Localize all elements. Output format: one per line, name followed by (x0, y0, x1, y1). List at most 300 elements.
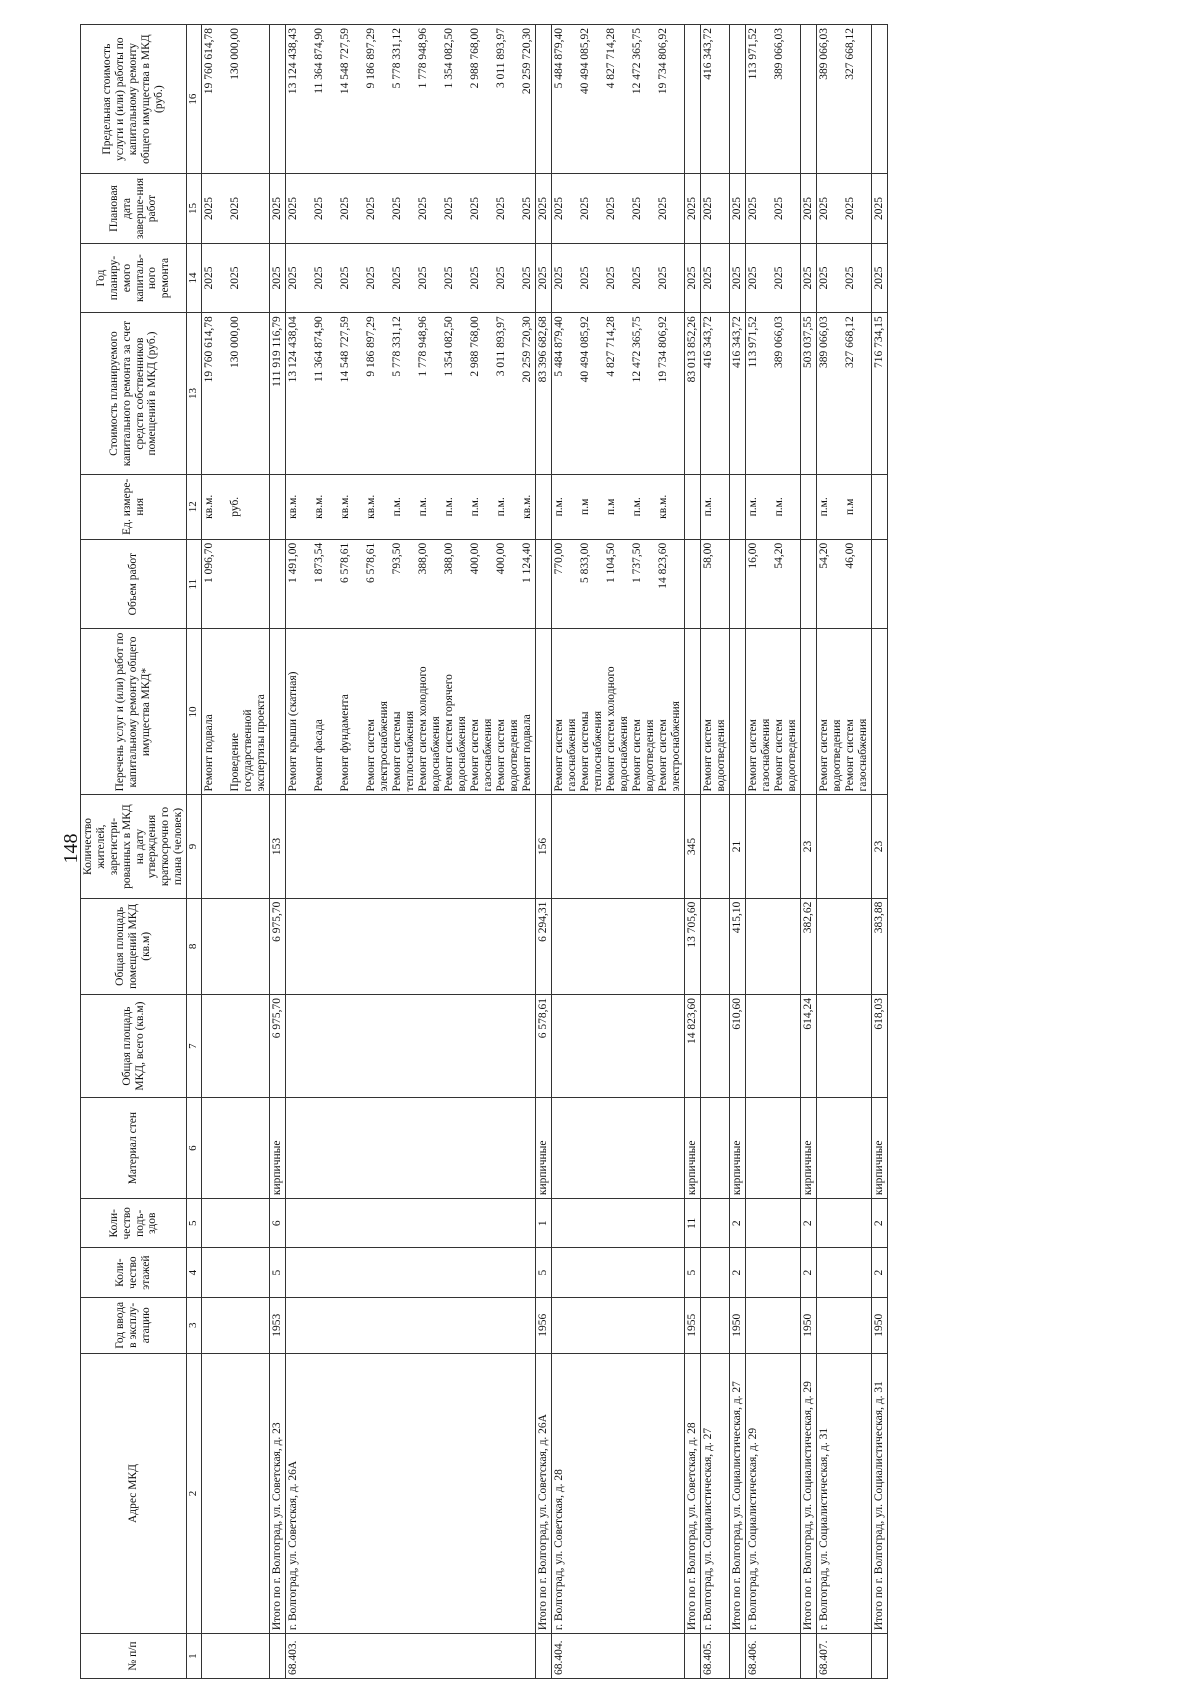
cell-num (270, 1634, 286, 1679)
cell-line: 113 971,52 (747, 28, 759, 80)
cell-line (715, 478, 728, 536)
cell-line (482, 543, 495, 626)
table-row (746, 25, 801, 1679)
cell-line (760, 177, 773, 240)
cell-unit (270, 474, 286, 539)
cell-line (760, 247, 773, 310)
cell-line: Ремонт систем холодного (605, 666, 617, 792)
cell-entrances (701, 1199, 730, 1248)
cell-line (857, 247, 870, 310)
cell-line: газоснабжения (857, 718, 869, 792)
cell-year-plan (552, 243, 685, 313)
cell-line (831, 478, 844, 536)
cell-line: п.м. (773, 497, 785, 517)
cell-cost (286, 313, 536, 474)
cell-material: кирпичные (536, 1098, 552, 1199)
cell-line: 327 668,12 (844, 316, 856, 369)
cell-works (286, 629, 536, 795)
cell-entrances: 11 (685, 1199, 701, 1248)
cell-line (430, 247, 443, 310)
cell-material (817, 1098, 872, 1199)
cell-material: кирпичные (872, 1098, 888, 1199)
cell-line: 2025 (818, 266, 830, 290)
cell-line: 2025 (537, 197, 549, 221)
cell-unit (801, 474, 817, 539)
cell-num: 68.403. (286, 1634, 536, 1679)
cell-line (482, 28, 495, 170)
column-number: 8 (187, 898, 202, 994)
column-number-row (187, 25, 202, 1679)
cell-limit (730, 25, 746, 174)
cell-limit (202, 25, 270, 174)
cell-area-total (746, 995, 801, 1098)
column-header: Общая площадь помещений МКД (кв.м) (81, 898, 187, 994)
cell-year (701, 1297, 730, 1353)
total-row (270, 25, 286, 1679)
cell-line: 20 259 720,30 (521, 28, 533, 95)
table-row (701, 25, 730, 1679)
column-number: 9 (187, 795, 202, 898)
cell-line (216, 28, 229, 170)
cell-material (701, 1098, 730, 1199)
cell-line: 19 734 806,92 (657, 28, 669, 95)
cell-entrances (202, 1199, 270, 1248)
cell-line (352, 633, 365, 792)
cell-floors (701, 1248, 730, 1297)
cell-line: Ремонт системы (391, 711, 403, 792)
cell-material: кирпичные (270, 1098, 286, 1199)
cell-line: 2025 (271, 197, 283, 221)
cell-line (566, 177, 579, 240)
cell-volume (536, 539, 552, 629)
cell-line: Ремонт систем (747, 719, 759, 792)
cell-line (715, 28, 728, 170)
cell-unit (685, 474, 701, 539)
cell-line (242, 316, 255, 470)
cell-line (456, 478, 469, 536)
cell-entrances (552, 1199, 685, 1248)
cell-line (644, 478, 657, 536)
cell-line (566, 28, 579, 170)
cell-area-rooms: 383,88 (872, 898, 888, 994)
cell-finish (270, 174, 286, 244)
cell-line: Ремонт подвала (203, 714, 215, 792)
cell-line: Проведение (229, 732, 241, 792)
cell-line (831, 247, 844, 310)
cell-line: 19 760 614,78 (203, 28, 215, 95)
cell-line: 2025 (313, 266, 325, 290)
cell-line (566, 247, 579, 310)
cell-floors: 5 (270, 1248, 286, 1297)
cell-area-rooms (552, 898, 685, 994)
cell-address: Итого по г. Волгоград, ул. Социалистическая, д. 31 (872, 1353, 888, 1633)
column-number: 7 (187, 995, 202, 1098)
cell-line: 1 873,54 (313, 542, 325, 584)
cell-entrances: 2 (801, 1199, 817, 1248)
cell-line (508, 316, 521, 470)
cell-line (430, 28, 443, 170)
cell-line (592, 316, 605, 470)
cell-line: 6 578,61 (365, 542, 377, 584)
cell-year-plan (685, 243, 701, 313)
column-number: 2 (187, 1353, 202, 1633)
cell-line (831, 28, 844, 170)
cell-line (242, 543, 255, 626)
cell-area-total (701, 995, 730, 1098)
cell-line: п.м. (818, 497, 830, 517)
cell-line: 13 124 438,04 (287, 316, 299, 383)
cell-address: Итого по г. Волгоград, ул. Социалистическая, д. 27 (730, 1353, 746, 1633)
cell-cost (270, 313, 286, 474)
cell-residents (817, 795, 872, 898)
column-header: Стоимость планируемого капитального ремонта за счет средств собственников помещений в МКД (руб.) (81, 313, 187, 474)
cell-year-plan (202, 243, 270, 313)
cell-line: 40 494 085,92 (579, 316, 591, 383)
cell-line: 400,00 (469, 542, 481, 575)
cell-line (229, 543, 242, 626)
cell-line (404, 28, 417, 170)
cell-line: кв.м. (313, 494, 325, 519)
cell-line: 3 011 893,97 (495, 316, 507, 377)
cell-year-plan (270, 243, 286, 313)
cell-line: 2025 (203, 266, 215, 290)
cell-floors: 2 (730, 1248, 746, 1297)
cell-line: 2025 (229, 266, 241, 290)
cell-line: п.м. (417, 497, 429, 517)
column-number: 10 (187, 629, 202, 795)
cell-area-rooms (746, 898, 801, 994)
cell-line: 2025 (631, 197, 643, 221)
cell-year: 1950 (730, 1297, 746, 1353)
column-number: 12 (187, 474, 202, 539)
cell-line: 2025 (844, 197, 856, 221)
cell-floors: 5 (536, 1248, 552, 1297)
cell-material (746, 1098, 801, 1199)
cell-year (202, 1297, 270, 1353)
cell-line (378, 478, 391, 536)
cell-line: Ремонт фундамента (339, 694, 351, 792)
cell-line: электроснабжения (670, 701, 682, 792)
cell-finish (202, 174, 270, 244)
cell-line (255, 247, 268, 310)
cell-material (286, 1098, 536, 1199)
cell-area-rooms (202, 898, 270, 994)
cell-year-plan (536, 243, 552, 313)
cell-line: 5 833,00 (579, 542, 591, 584)
table-row (202, 25, 270, 1679)
cell-residents (202, 795, 270, 898)
column-number: 15 (187, 174, 202, 244)
cell-finish (536, 174, 552, 244)
column-number: 1 (187, 1634, 202, 1679)
cell-line (326, 633, 339, 792)
cell-residents: 153 (270, 795, 286, 898)
cell-line (456, 28, 469, 170)
cell-line: 2025 (657, 197, 669, 221)
cell-limit (872, 25, 888, 174)
cell-line: 793,50 (391, 542, 403, 575)
cell-line (482, 316, 495, 470)
cell-volume (202, 539, 270, 629)
cell-line (326, 543, 339, 626)
cell-line (670, 177, 683, 240)
cell-line: теплоснабжения (404, 710, 416, 792)
column-header: Адрес МКД (81, 1353, 187, 1633)
cell-line: 2025 (802, 266, 814, 290)
cell-line: 416 343,72 (702, 316, 714, 369)
cell-line (326, 177, 339, 240)
cell-line: 416 343,72 (702, 28, 714, 80)
cell-unit (536, 474, 552, 539)
cell-line (508, 247, 521, 310)
cell-line: газоснабжения (482, 718, 494, 792)
cell-line (216, 177, 229, 240)
cell-limit (817, 25, 872, 174)
cell-line (482, 247, 495, 310)
cell-line (786, 316, 799, 470)
cell-line: 2025 (537, 266, 549, 290)
cell-material: кирпичные (685, 1098, 701, 1199)
cell-address: г. Волгоград, ул. Социалистическая, д. 27 (701, 1353, 730, 1633)
cell-line: 400,00 (495, 542, 507, 575)
cell-line: водоотведения (644, 719, 656, 792)
cell-line: водоотведения (508, 719, 520, 792)
cell-line (456, 316, 469, 470)
cell-line: 2025 (495, 197, 507, 221)
cell-line (456, 247, 469, 310)
cell-line: Ремонт подвала (521, 714, 533, 792)
cell-line: 2025 (873, 266, 885, 290)
cell-num (872, 1634, 888, 1679)
cell-line: 5 778 331,12 (391, 28, 403, 89)
cell-line: руб. (229, 496, 241, 517)
cell-year (286, 1297, 536, 1353)
cell-line (216, 316, 229, 470)
cell-line: 111 919 116,79 (271, 316, 283, 387)
cell-line: кв.м. (657, 494, 669, 519)
cell-finish (730, 174, 746, 244)
cell-works (701, 629, 730, 795)
cell-line (404, 316, 417, 470)
cell-line: 130 000,00 (229, 316, 241, 369)
cell-line: 2025 (521, 197, 533, 221)
cell-area-total: 6 975,70 (270, 995, 286, 1098)
cell-line: Ремонт систем (631, 719, 643, 792)
cell-line (644, 543, 657, 626)
cell-line (592, 543, 605, 626)
cell-line: 2025 (339, 197, 351, 221)
cell-floors (286, 1248, 536, 1297)
cell-address: Итого по г. Волгоград, ул. Социалистическая, д. 29 (801, 1353, 817, 1633)
cell-entrances: 6 (270, 1199, 286, 1248)
cell-line: Ремонт систем (495, 719, 507, 792)
cell-line (644, 247, 657, 310)
cell-floors: 2 (872, 1248, 888, 1297)
cell-line (566, 316, 579, 470)
cell-line: 388,00 (417, 542, 429, 575)
cell-area-total: 14 823,60 (685, 995, 701, 1098)
cell-address: Итого по г. Волгоград, ул. Советская, д. 26А (536, 1353, 552, 1633)
cell-floors (817, 1248, 872, 1297)
cell-line (670, 478, 683, 536)
cell-line (831, 177, 844, 240)
cell-limit (286, 25, 536, 174)
cell-finish (746, 174, 801, 244)
cell-line: 503 037,55 (802, 316, 814, 369)
cell-year: 1950 (801, 1297, 817, 1353)
cell-finish (685, 174, 701, 244)
cell-line: 1 737,50 (631, 542, 643, 584)
cell-line (592, 177, 605, 240)
cell-line: 2025 (631, 266, 643, 290)
cell-line: 5 484 879,40 (553, 28, 565, 89)
cell-line (326, 28, 339, 170)
cell-entrances: 1 (536, 1199, 552, 1248)
cell-year-plan (746, 243, 801, 313)
cell-line (831, 316, 844, 470)
column-header: Объем работ (81, 539, 187, 629)
cell-line: 2025 (417, 266, 429, 290)
cell-line (378, 177, 391, 240)
cell-volume (701, 539, 730, 629)
cell-line (786, 247, 799, 310)
cell-area-total (552, 995, 685, 1098)
cell-line: 2025 (521, 266, 533, 290)
cell-line: 19 760 614,78 (203, 316, 215, 383)
cell-line: кв.м. (203, 494, 215, 519)
cell-line: 389 066,03 (773, 316, 785, 369)
total-row (872, 25, 888, 1679)
table-row (817, 25, 872, 1679)
cell-line: 2025 (686, 266, 698, 290)
cell-line: 16,00 (747, 542, 759, 569)
cell-line (508, 28, 521, 170)
cell-address (202, 1353, 270, 1633)
cell-line (404, 543, 417, 626)
cell-line: водоотведения (715, 719, 727, 792)
cell-line: Ремонт систем горячего (443, 674, 455, 792)
cell-limit (746, 25, 801, 174)
cell-line: 388,00 (443, 542, 455, 575)
cell-finish (801, 174, 817, 244)
cell-line (216, 543, 229, 626)
cell-line (786, 543, 799, 626)
cell-line: 770,00 (553, 542, 565, 575)
cell-line (760, 543, 773, 626)
cell-cost (701, 313, 730, 474)
cell-line (352, 478, 365, 536)
cell-line: 12 472 365,75 (631, 316, 643, 383)
cell-line (857, 177, 870, 240)
column-header: Коли-чество этажей (81, 1248, 187, 1297)
column-header: № п/п (81, 1634, 187, 1679)
total-row (801, 25, 817, 1679)
cell-residents (701, 795, 730, 898)
cell-line: кв.м. (339, 494, 351, 519)
cell-line (242, 247, 255, 310)
cell-residents (286, 795, 536, 898)
cell-line: Ремонт систем (469, 719, 481, 792)
cell-cost (872, 313, 888, 474)
cell-entrances (286, 1199, 536, 1248)
cell-line (352, 28, 365, 170)
cell-floors: 5 (685, 1248, 701, 1297)
column-number: 16 (187, 25, 202, 174)
cell-line: 12 472 365,75 (631, 28, 643, 95)
cell-area-rooms: 6 294,31 (536, 898, 552, 994)
cell-area-total: 614,24 (801, 995, 817, 1098)
cell-line: п.м (844, 498, 856, 515)
cell-residents (746, 795, 801, 898)
cell-line (326, 316, 339, 470)
cell-line (352, 247, 365, 310)
cell-material (552, 1098, 685, 1199)
cell-line: п.м. (469, 497, 481, 517)
cell-cost (746, 313, 801, 474)
cell-line: 2 988 768,00 (469, 28, 481, 89)
cell-limit (270, 25, 286, 174)
column-header: Коли-чество подъ-здов (81, 1199, 187, 1248)
cell-line: 2025 (553, 197, 565, 221)
repair-plan-table (80, 24, 888, 1679)
cell-line: 2025 (469, 197, 481, 221)
cell-line (242, 177, 255, 240)
cell-line (592, 247, 605, 310)
cell-volume (552, 539, 685, 629)
cell-line: 54,20 (818, 542, 830, 569)
cell-line (618, 478, 631, 536)
cell-limit (801, 25, 817, 174)
cell-line: 716 734,15 (873, 316, 885, 369)
cell-line: 1 104,50 (605, 542, 617, 584)
cell-line: кв.м. (521, 494, 533, 519)
cell-line (566, 543, 579, 626)
cell-line: 130 000,00 (229, 28, 241, 80)
cell-line: кв.м. (287, 494, 299, 519)
cell-line: 2025 (605, 197, 617, 221)
cell-volume (817, 539, 872, 629)
cell-line: 1 491,00 (287, 542, 299, 584)
cell-unit (817, 474, 872, 539)
cell-cost (730, 313, 746, 474)
cell-line (644, 177, 657, 240)
cell-line (831, 543, 844, 626)
cell-unit (730, 474, 746, 539)
cell-line: 2025 (553, 266, 565, 290)
cell-line: Ремонт систем (365, 719, 377, 792)
cell-line: 2025 (702, 266, 714, 290)
cell-num (202, 1634, 270, 1679)
cell-line: водоотведения (831, 719, 843, 792)
cell-line (786, 28, 799, 170)
cell-line (300, 28, 313, 170)
cell-line: 2025 (443, 197, 455, 221)
cell-line: п.м. (702, 497, 714, 517)
cell-line: 2025 (365, 266, 377, 290)
total-row (730, 25, 746, 1679)
column-number: 13 (187, 313, 202, 474)
cell-line: п.м. (391, 497, 403, 517)
cell-line: 40 494 085,92 (579, 28, 591, 95)
page-number: 148 (60, 833, 82, 864)
cell-material: кирпичные (730, 1098, 746, 1199)
cell-line (300, 543, 313, 626)
cell-line: 2025 (773, 197, 785, 221)
cell-line: 1 354 082,50 (443, 28, 455, 89)
cell-line (300, 316, 313, 470)
cell-line (300, 478, 313, 536)
cell-line (715, 177, 728, 240)
